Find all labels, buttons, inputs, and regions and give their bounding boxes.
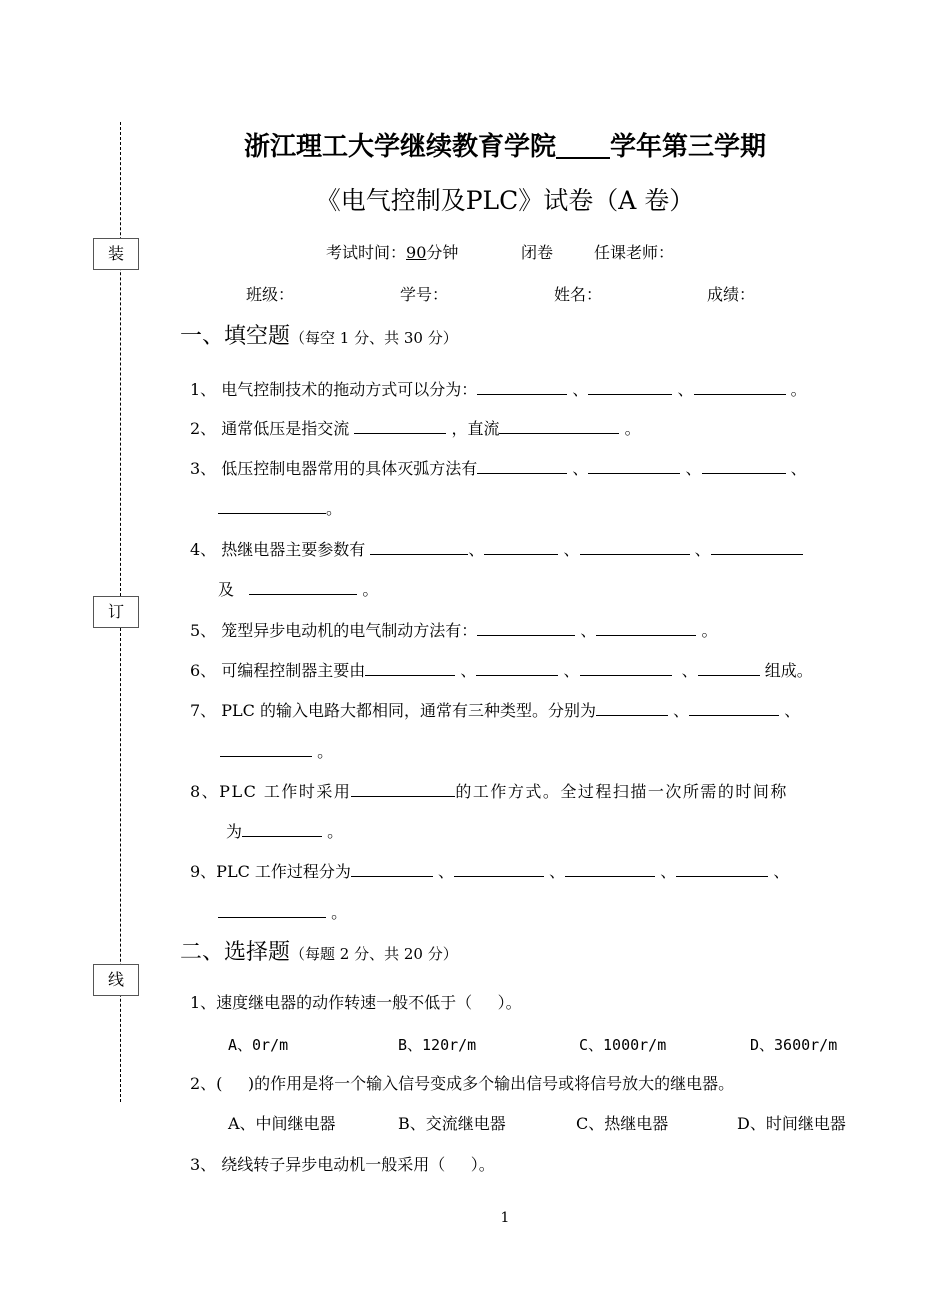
option-2-1-b: B、120r/m [398,1036,477,1054]
answer-blank [676,859,768,877]
answer-blank [565,859,655,877]
answer-blank [354,416,446,434]
answer-blank [365,658,455,676]
question-1-8: 8、PLC 工作时采用 的工作方式。全过程扫描一次所需的时间称 [190,779,788,803]
option-2-1-d: D、3600r/m [750,1036,838,1054]
section1-note: （每空 1 分、共 30 分） [290,329,458,347]
title-term: 学年第三学期 [610,132,767,162]
year-blank [556,131,610,159]
question-1-9-cont: 。 [218,900,347,924]
exam-type: 闭卷 [521,243,554,262]
answer-blank [477,456,567,474]
question-1-4: 4、 热继电器主要参数有 、 、 、 [190,537,803,561]
option-2-1-a: A、0r/m [228,1036,289,1054]
teacher-label: 任课老师： [594,243,675,262]
answer-blank [370,537,468,555]
exam-time: 考试时间：90分钟 [326,243,459,262]
exam-title [0,126,950,163]
answer-blank [476,658,558,676]
question-1-9: 9、PLC 工作过程分为 、 、 、 、 [190,859,789,883]
answer-blank [580,537,690,555]
section2-title: 二、选择题（每题 2 分、共 20 分） [180,940,458,965]
answer-blank [220,739,312,757]
answer-blank [484,537,558,555]
class-label: 班级： [246,285,295,304]
answer-blank [218,496,326,514]
margin-label-xian: 线 [93,964,139,996]
answer-blank [351,859,433,877]
answer-blank [588,377,672,395]
option-2-2-c: C、热继电器 [576,1114,669,1133]
student-id-label: 学号： [400,285,449,304]
answer-blank [218,900,326,918]
option-2-2-b: B、交流继电器 [398,1114,506,1133]
title-school: 浙江理工大学继续教育学院 [243,132,556,162]
answer-blank [477,618,575,636]
section1-title: 一、填空题（每空 1 分、共 30 分） [180,324,458,349]
answer-blank [588,456,680,474]
name-label: 姓名： [554,285,603,304]
answer-blank [596,698,668,716]
option-2-2-d: D、时间继电器 [737,1114,846,1133]
question-1-1: 1、 电气控制技术的拖动方式可以分为： 、 、 。 [190,377,807,401]
answer-blank [580,658,672,676]
question-2-3: 3、 绕线转子异步电动机一般采用（ ）。 [190,1155,495,1174]
answer-blank [698,658,760,676]
section2-note: （每题 2 分、共 20 分） [290,945,458,963]
answer-blank [499,416,619,434]
question-2-2: 2、( )的作用是将一个输入信号变成多个输出信号或将信号放大的继电器。 [190,1074,735,1093]
question-1-7: 7、 PLC 的输入电路大都相同，通常有三种类型。分别为 、 、 [190,698,800,722]
option-2-2-a: A、中间继电器 [228,1114,336,1133]
page-number: 1 [500,1210,510,1226]
margin-label-zhuang: 装 [93,238,139,270]
answer-blank [694,377,786,395]
answer-blank [249,577,357,595]
question-2-1: 1、速度继电器的动作转速一般不低于（ ）。 [190,993,522,1012]
answer-blank [689,698,779,716]
answer-blank [477,377,567,395]
option-2-1-c: C、1000r/m [579,1036,667,1054]
exam-time-value: 90 [406,243,427,262]
score-label: 成绩： [707,285,756,304]
answer-blank [702,456,786,474]
question-1-3-cont: 。 [218,496,342,520]
answer-blank [242,819,322,837]
question-1-8-cont: 为 。 [226,819,343,843]
answer-blank [596,618,696,636]
question-1-2: 2、 通常低压是指交流 ，直流 。 [190,416,641,440]
exam-subtitle: 《电气控制及PLC》试卷（A 卷） [315,186,695,215]
answer-blank [351,779,455,797]
answer-blank [711,537,803,555]
question-1-7-cont: 。 [220,739,333,763]
answer-blank [454,859,544,877]
question-1-3: 3、 低压控制电器常用的具体灭弧方法有 、 、 、 [190,456,807,480]
margin-label-ding: 订 [93,596,139,628]
question-1-6: 6、 可编程控制器主要由 、 、 、 组成。 [190,658,813,682]
question-1-5: 5、 笼型异步电动机的电气制动方法有： 、 。 [190,618,718,642]
question-1-4-cont: 及 。 [218,577,378,601]
